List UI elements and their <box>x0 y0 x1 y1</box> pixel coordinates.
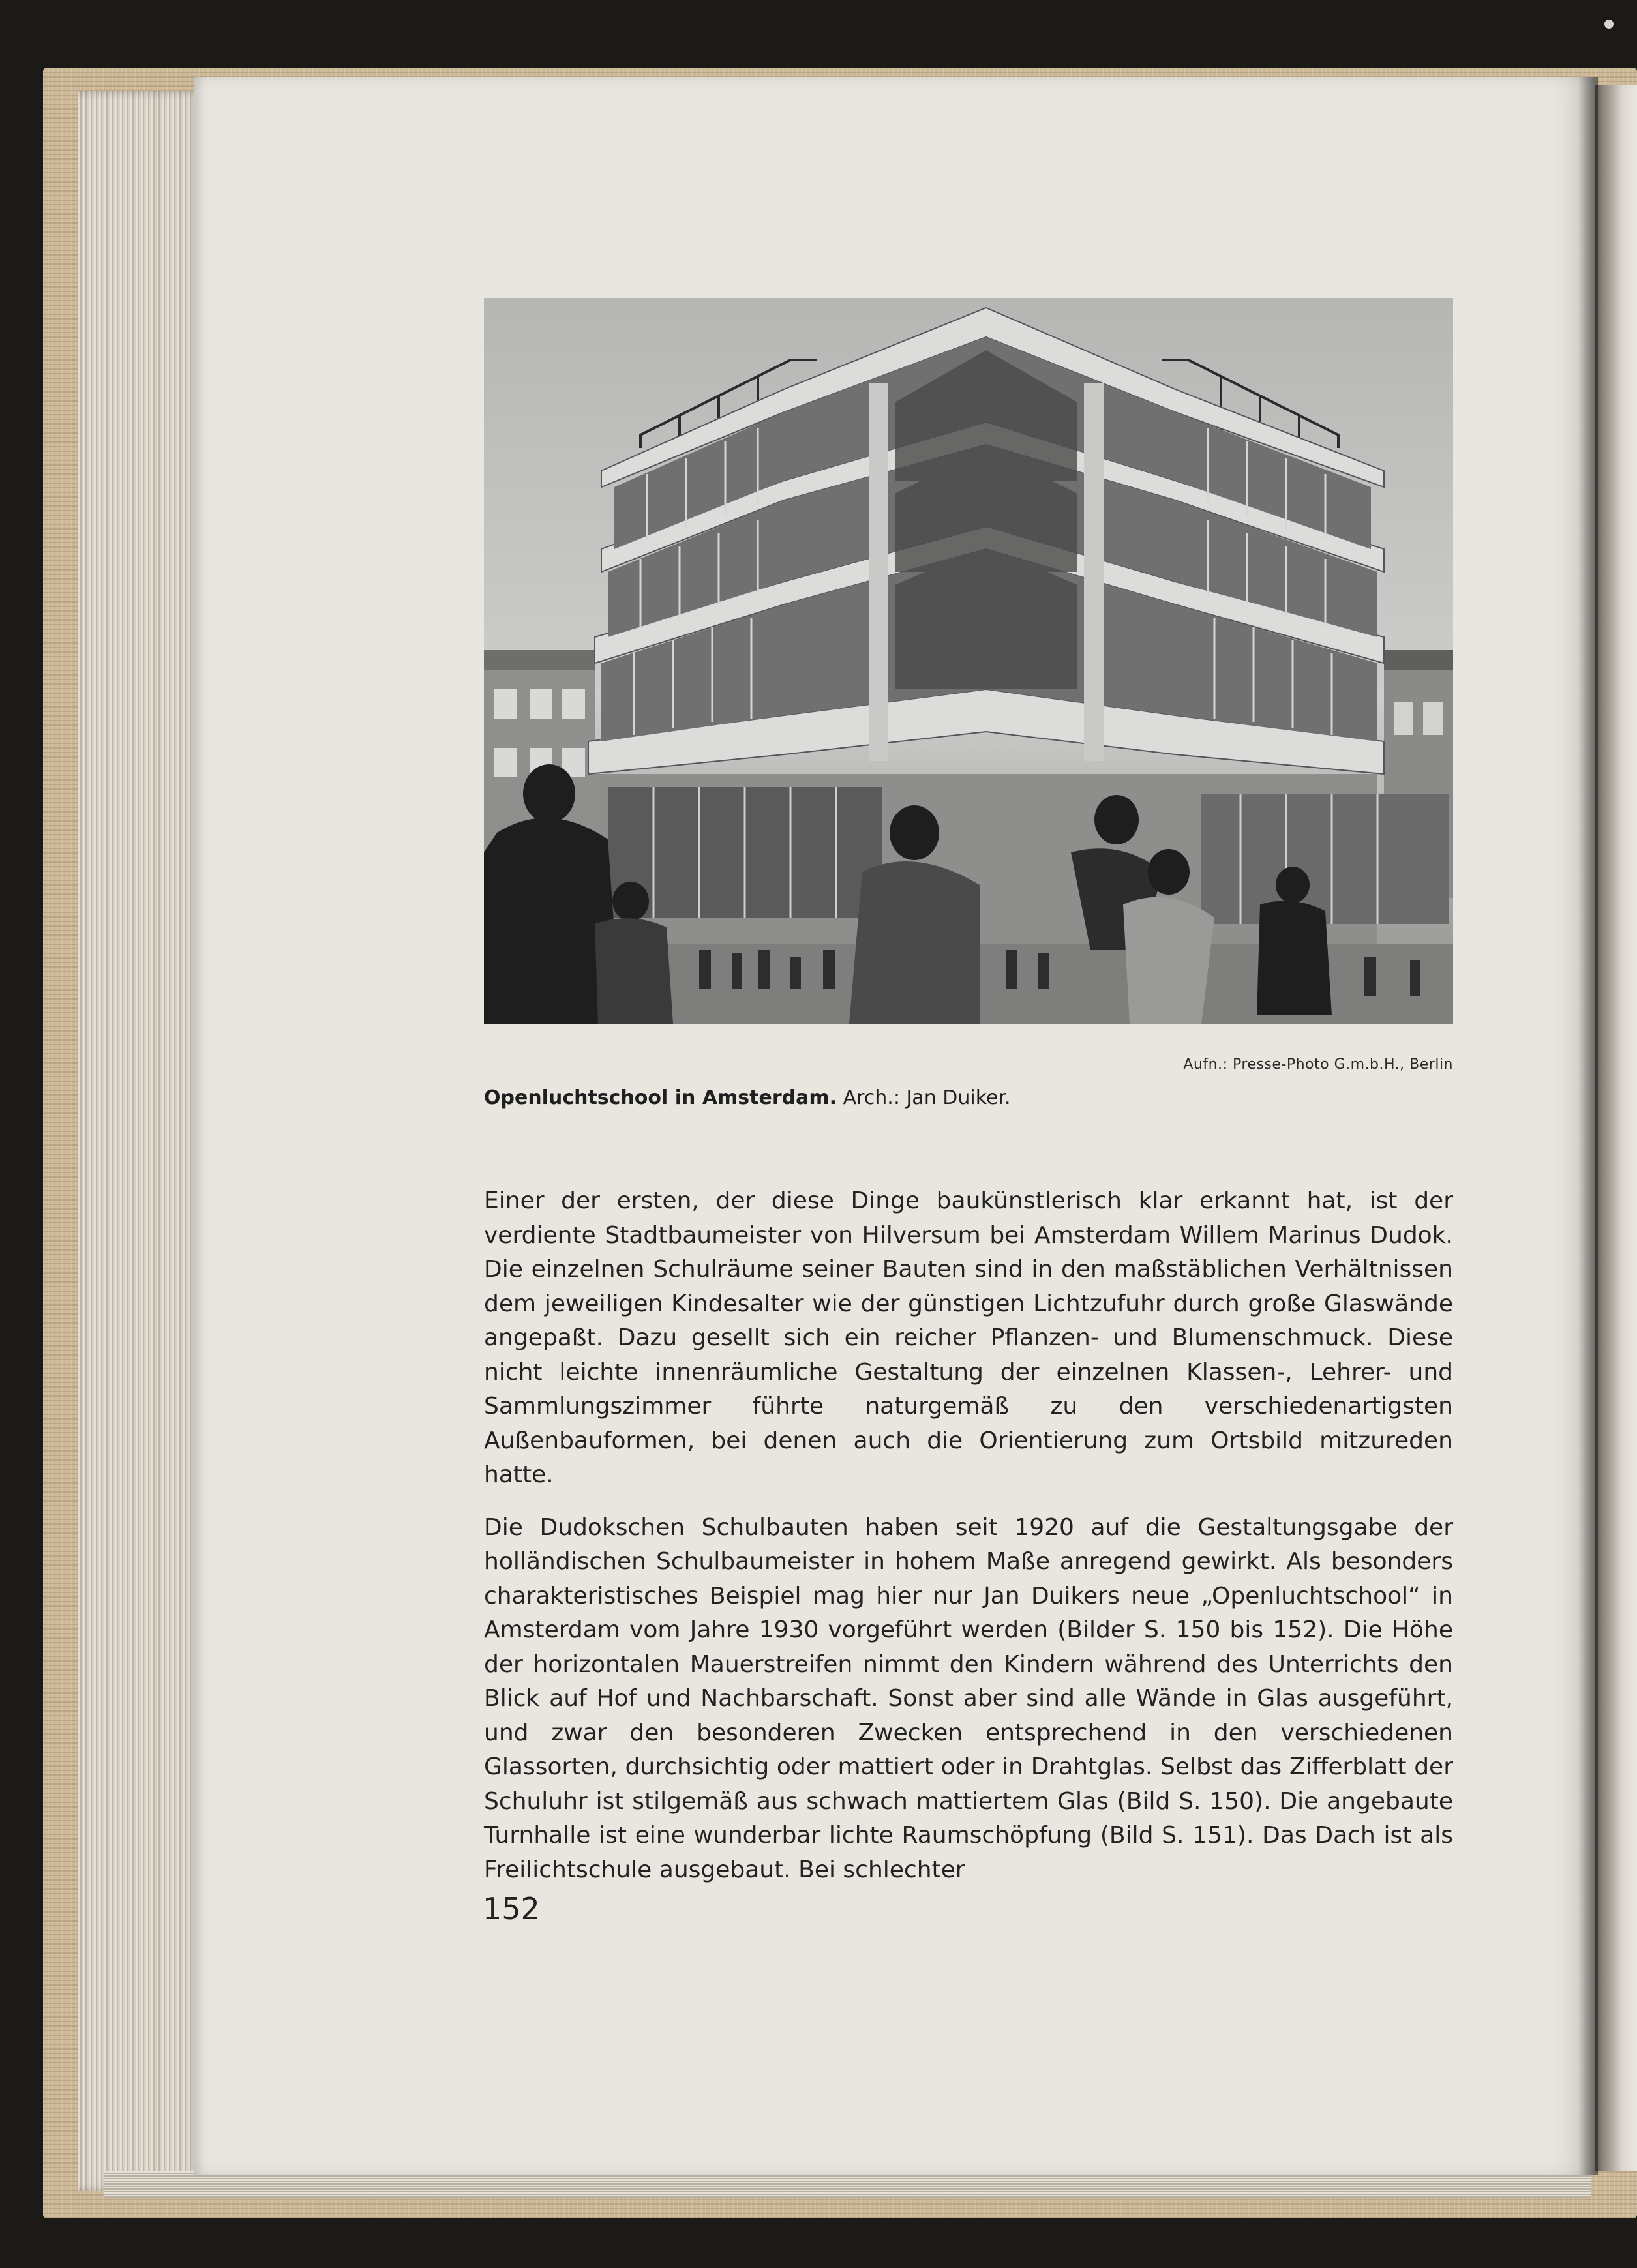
headband-dot <box>1604 20 1614 29</box>
body-text <box>484 1184 1453 1905</box>
building-photo <box>484 298 1453 1024</box>
photo-caption <box>484 1086 1011 1109</box>
page-gutter-shadow <box>1578 77 1598 2175</box>
page-edges-left <box>78 91 202 2191</box>
paragraph-1: Einer der ersten, der diese Dinge baukünstlerisch klar erkannt hat, ist der verdiente Stadtbaumeister von Hilversum bei Amsterdam Willem Marinus Dudok. Die einzelnen Schulräume seiner Bauten sind in den maßstäblichen Verhältnissen dem jeweiligen Kindesalter wie der günstigen Lichtzufuhr durch große Glaswände angepaßt. Dazu gesellt sich ein reicher Pflanzen- und Blumenschmuck. Diese nicht leichte innenräumliche Gestaltung der einzelnen Klassen-, Lehrer- und Sammlungszimmer führte naturgemäß zu den verschiedenartigsten Außenbauformen, bei denen auch die Orientierung zum Ortsbild mitzureden hatte. <box>484 1187 1453 1488</box>
caption-title: Openluchtschool in Amsterdam. <box>484 1086 837 1109</box>
caption-architect: Arch.: Jan Duiker. <box>843 1086 1011 1109</box>
building-photo-illustration <box>484 298 1453 1024</box>
page-edges-bottom <box>104 2171 1591 2198</box>
page-number: 152 <box>483 1891 540 1926</box>
paragraph-2: Die Dudokschen Schulbauten haben seit 1920 auf die Gestaltungsgabe der holländischen Schulbaumeister in hohem Maße anregend gewirkt. Als besonders charakteristisches Beispiel mag hier nur Jan Duikers neue „Openluchtschool“ in Amsterdam vom Jahre 1930 vorgeführt werden (Bilder S. 150 bis 152). Die Höhe der horizontalen Mauerstreifen nimmt den Kindern während des Unterrichts den Blick auf Hof und Nachbarschaft. Sonst aber sind alle Wände in Glas ausgeführt, und zwar den besonderen Zwecken entsprechend in den verschiedenen Glassorten, durchsichtig oder mattiert oder in Drahtglas. Selbst das Zifferblatt der Schuluhr ist stilgemäß aus schwach mattiertem Glas (Bild S. 150). Die angebaute Turnhalle ist eine wunderbar lichte Raumschöpfung (Bild S. 151). Das Dach ist als Freilichtschule ausgebaut. Bei schlechter <box>484 1514 1453 1883</box>
photo-credit: Aufn.: Presse-Photo G.m.b.H., Berlin <box>1183 1056 1453 1073</box>
